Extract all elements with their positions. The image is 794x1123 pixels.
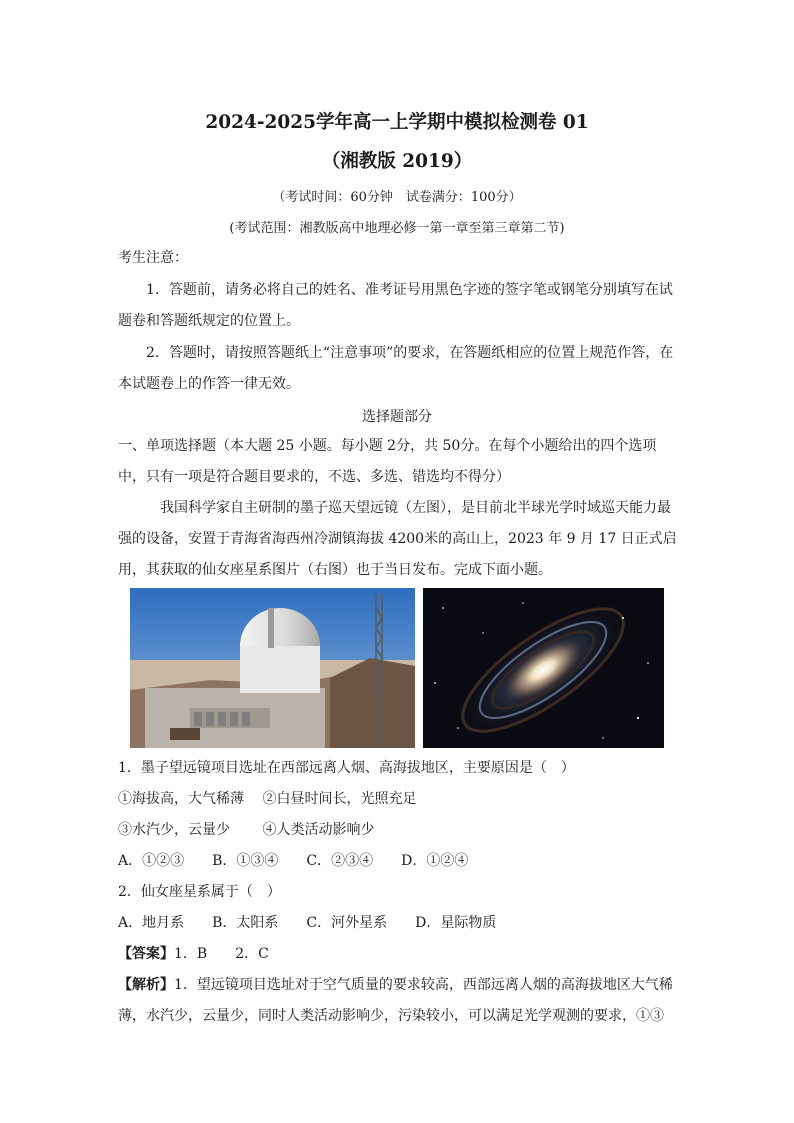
answer-line <box>118 945 269 963</box>
telescope-image <box>130 588 415 748</box>
answer-label: 【答案】 <box>118 946 174 962</box>
part-title: 选择题部分 <box>362 409 432 425</box>
answer-text: 1．B 2．C <box>174 946 269 962</box>
question-1-options-row1: ①海拔高，大气稀薄 ②白昼时间长，光照充足 <box>118 791 417 807</box>
notice-item2-line1: 2．答题时，请按照答题纸上“注意事项”的要求，在答题纸相应的位置上规范作答，在 <box>146 345 674 361</box>
analysis-text-line1: 1．望远镜项目选址对于空气质量的要求较高，西部远离人烟的高海拔地区大气稀 <box>174 977 673 993</box>
passage-line2: 强的设备，安置于青海省海西州冷湖镇海拔 4200米的高山上，2023 年 9 月 17 日正式启 <box>118 531 677 547</box>
question-1-answers: A．①②③ B．①③④ C．②③④ D．①②④ <box>118 853 469 869</box>
notice-item1-line2: 题卷和答题纸规定的位置上。 <box>118 313 300 329</box>
question-1-options-row2: ③水汽少，云量少 ④人类活动影响少 <box>118 822 375 838</box>
analysis-line1 <box>118 976 673 994</box>
question-2: 2．仙女座星系属于（ ） <box>118 884 281 900</box>
notice-item2-line2: 本试题卷上的作答一律无效。 <box>118 376 300 392</box>
exam-title: 2024-2025学年高一上学期中模拟检测卷 01 <box>205 112 589 133</box>
telescope-observatory-photo <box>130 588 415 748</box>
exam-info: （考试时间：60分钟 试卷满分：100分） <box>272 190 522 205</box>
exam-subtitle: （湘教版 2019） <box>321 151 473 172</box>
galaxy-image <box>423 588 664 748</box>
notice-heading: 考生注意： <box>118 250 188 266</box>
analysis-line2: 薄，水汽少，云量少，同时人类活动影响少，污染较小，可以满足光学观测的要求，①③ <box>118 1008 664 1024</box>
notice-item1-line1: 1．答题前，请务必将自己的姓名、准考证号用黑色字迹的签字笔或钢笔分别填写在试 <box>146 282 673 298</box>
andromeda-galaxy-photo <box>423 588 664 748</box>
question-1: 1．墨子望远镜项目选址在西部远离人烟、高海拔地区，主要原因是（ ） <box>118 760 575 776</box>
question-2-answers: A．地月系 B．太阳系 C．河外星系 D．星际物质 <box>118 915 497 931</box>
passage-line3: 用，其获取的仙女座星系图片（右图）也于当日发布。完成下面小题。 <box>118 562 552 578</box>
section-intro-line2: 中，只有一项是符合题目要求的，不选、多选、错选均不得分） <box>118 469 510 485</box>
section-intro-line1: 一、单项选择题（本大题 25 小题。每小题 2分，共 50分。在每个小题给出的四个选项 <box>118 438 657 454</box>
exam-scope: (考试范围：湘教版高中地理必修一第一章至第三章第二节) <box>229 221 565 236</box>
analysis-label: 【解析】 <box>118 977 174 993</box>
passage-line1: 我国科学家自主研制的墨子巡天望远镜（左图），是目前北半球光学时域巡天能力最 <box>160 500 671 516</box>
